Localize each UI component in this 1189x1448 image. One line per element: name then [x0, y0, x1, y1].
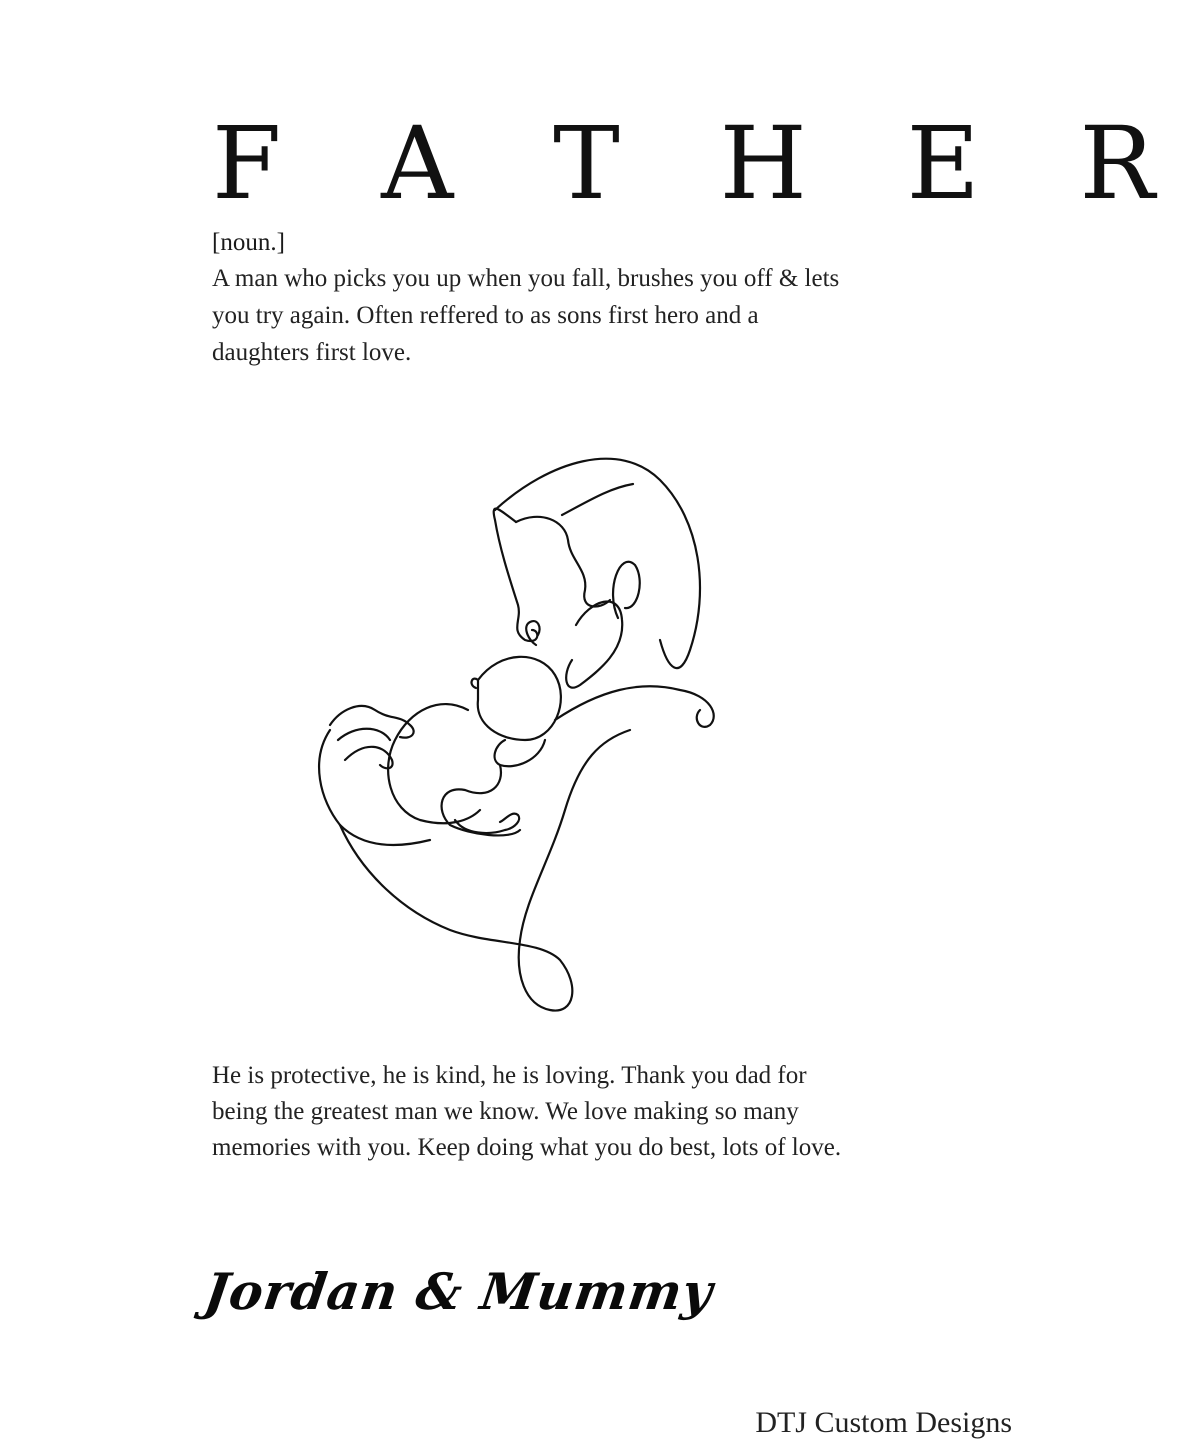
baby-ear	[495, 740, 545, 766]
part-of-speech: [noun.]	[212, 229, 285, 256]
baby-body	[388, 704, 480, 823]
father-hand	[330, 706, 414, 768]
father-arm-line	[340, 730, 630, 1011]
brand-credit: DTJ Custom Designs	[755, 1406, 1012, 1439]
father-shoulder-line	[555, 686, 714, 727]
father-face-line	[516, 517, 610, 607]
father-ear	[613, 562, 640, 618]
baby-torso	[442, 765, 520, 835]
definition-text: A man who picks you up when you fall, brushes you off & lets you try again. Often reffered to as sons first hero and a daughters first love.	[212, 265, 840, 366]
father-brow-line	[562, 484, 633, 515]
baby-head	[478, 657, 561, 740]
message-text: He is protective, he is kind, he is loving. Thank you dad for being the greatest man we know. We love making so many memories with you. Keep doing what you do best, lots of love.	[212, 1062, 842, 1161]
father-hair-outline	[495, 459, 700, 668]
father-beard	[566, 601, 622, 687]
page-title: F A T H E R	[212, 105, 1189, 222]
father-kissing-baby-line-art-icon	[300, 440, 740, 1020]
signature: Jordan & Mummy	[200, 1262, 717, 1321]
